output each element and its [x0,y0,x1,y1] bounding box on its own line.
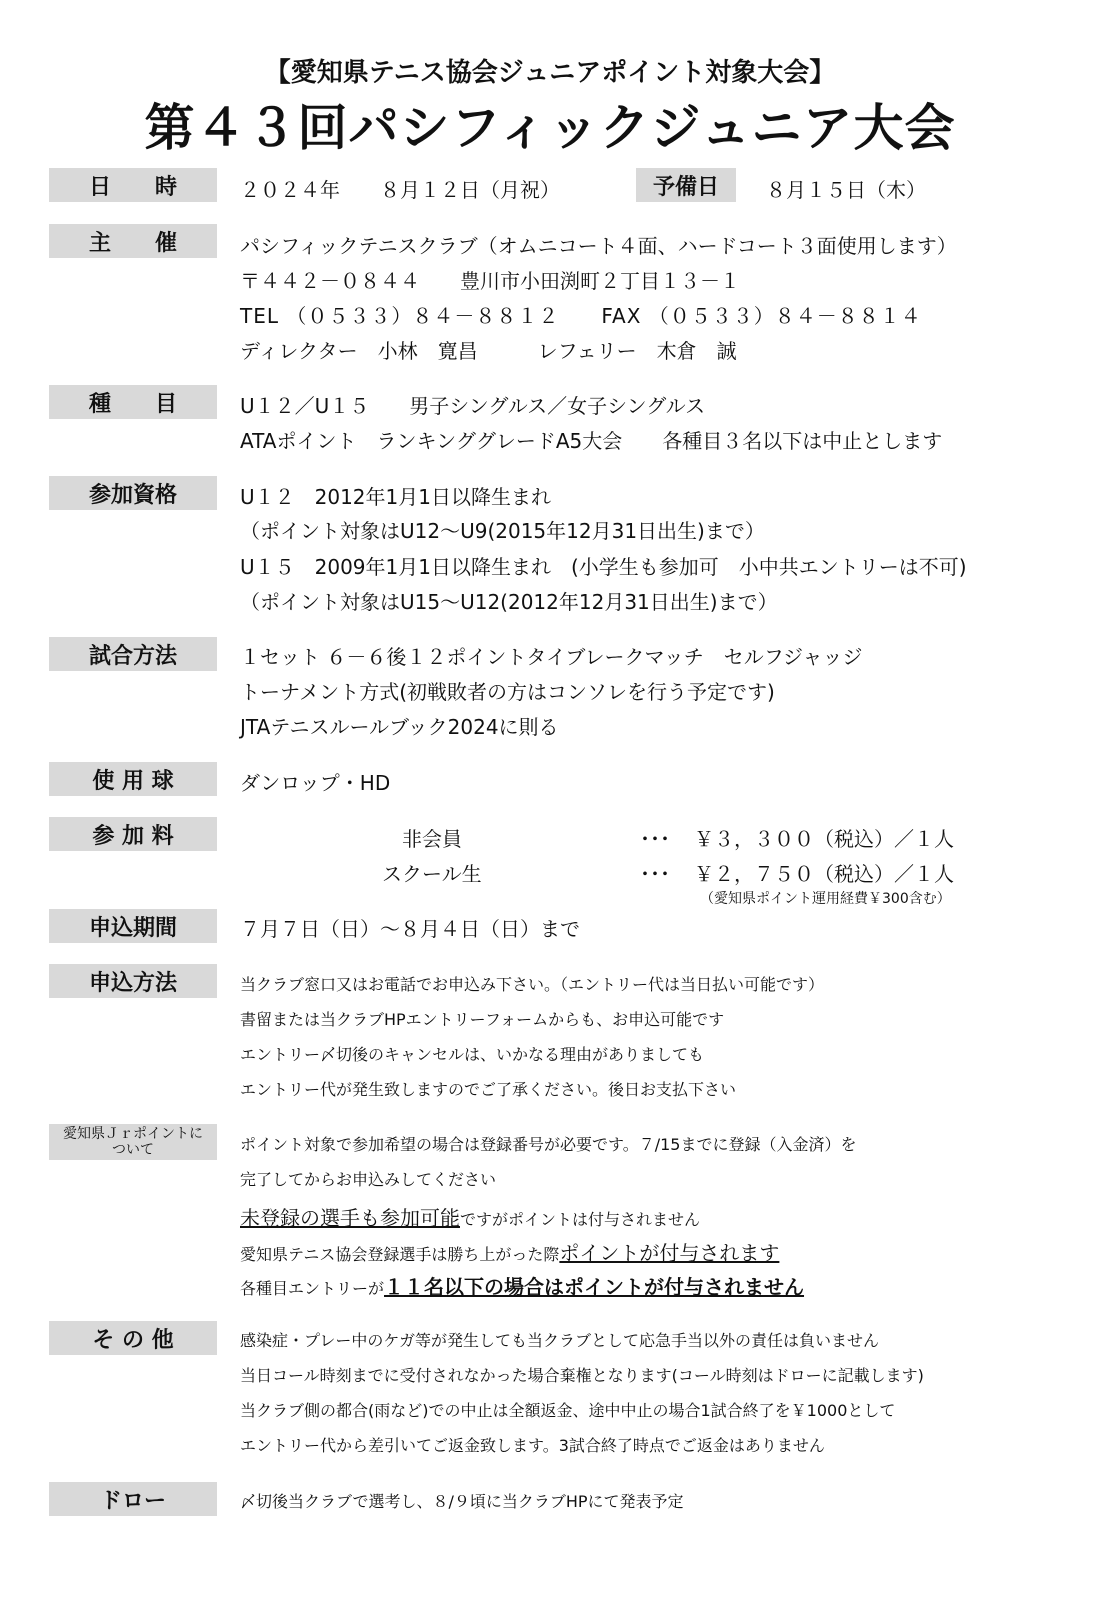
eligibility-label: 参加資格 [49,476,217,510]
tournament-subtitle: 【愛知県テニス協会ジュニアポイント対象大会】 [264,58,836,88]
ball-value: ダンロップ・HD [240,771,391,795]
fee-row-dots: ･･･ [640,862,670,886]
points-line: ポイント対象で参加希望の場合は登録番号が必要です。７/15までに登録（入金済）を [240,1135,857,1154]
other-line: 当クラブ側の都合(雨など)での中止は全額返金、途中中止の場合1試合終了を￥1000として [240,1401,896,1420]
format-line: １セット ６－６後１２ポイントタイブレークマッチ セルフジャッジ [240,645,863,669]
reserve-day-label: 予備日 [636,168,736,202]
fee-label: 参 加 料 [49,817,217,851]
events-line: ATAポイント ランキンググレードA5大会 各種目３名以下は中止とします [240,429,943,453]
host-phone: TEL （０５３３）８４－８８１２ FAX （０５３３）８４－８８１４ [240,304,922,328]
events-line: U１２／U１５ 男子シングルス／女子シングルス [240,394,706,418]
method-line: 書留または当クラブHPエントリーフォームからも、お申込可能です [240,1010,725,1029]
points-line [240,1237,779,1266]
fee-row-dots: ･･･ [640,827,670,851]
method-label: 申込方法 [49,964,217,998]
points-unregistered-note: 未登録の選手も参加可能 [240,1206,460,1230]
points-label [49,1124,217,1160]
ball-label: 使 用 球 [49,762,217,796]
method-line: 当クラブ窓口又はお電話でお申込み下さい。（エントリー代は当日払い可能です） [240,975,825,994]
points-label-line2: ついて [112,1142,154,1158]
points-not-awarded-note: １１名以下の場合はポイントが付与されません [384,1275,805,1299]
reserve-day-value: ８月１５日（木） [766,178,926,202]
method-line: エントリー〆切後のキャンセルは、いかなる理由がありましても [240,1045,705,1064]
points-line3-rest: ですがポイントは付与されません [460,1210,701,1229]
points-line5-pre: 各種目エントリーが [240,1279,385,1298]
eligibility-line: （ポイント対象はU15～U12(2012年12月31日出生)まで） [240,590,778,614]
period-label: 申込期間 [49,909,217,943]
points-line [240,1271,804,1300]
datetime-label: 日 時 [49,168,217,202]
fee-row-name: スクール生 [382,862,482,886]
fee-row-name: 非会員 [402,827,462,851]
fee-row-price: ￥２，７５０（税込）／１人 [694,862,954,886]
points-awarded-note: ポイントが付与されます [559,1241,780,1265]
host-address: 〒４４２－０８４４ 豊川市小田渕町２丁目１３－１ [240,269,740,293]
host-line: パシフィックテニスクラブ（オムニコート４面、ハードコート３面使用します） [240,234,957,258]
other-label: そ の 他 [49,1321,217,1355]
host-officials: ディレクター 小林 寛昌 レフェリー 木倉 誠 [240,339,737,363]
period-value: ７月７日（日）～８月４日（日）まで [240,917,580,941]
tournament-title: 第４３回パシフィックジュニア大会 [144,99,956,157]
points-line4-pre: 愛知県テニス協会登録選手は勝ち上がった際 [240,1245,560,1264]
method-line: エントリー代が発生致しますのでご了承ください。後日お支払下さい [240,1080,737,1099]
eligibility-line: （ポイント対象はU12～U9(2015年12月31日出生)まで） [240,519,765,543]
datetime-value: ２０２４年 ８月１２日（月祝） [240,178,560,202]
points-line: 完了してからお申込みしてください [240,1170,497,1189]
events-label: 種 目 [49,385,217,419]
format-line: トーナメント方式(初戦敗者の方はコンソレを行う予定です) [240,680,775,704]
eligibility-line: U１５ 2009年1月1日以降生まれ (小学生も参加可 小中共エントリーは不可) [240,555,967,579]
fee-note: （愛知県ポイント運用経費￥300含む） [700,891,951,907]
draw-value: 〆切後当クラブで選考し、８/９頃に当クラブHPにて発表予定 [240,1492,684,1511]
format-line: JTAテニスルールブック2024に則る [240,715,559,739]
host-label: 主 催 [49,224,217,258]
format-label: 試合方法 [49,637,217,671]
points-line [240,1202,700,1231]
other-line: 当日コール時刻までに受付されなかった場合棄権となります(コール時刻はドローに記載します) [240,1366,924,1385]
draw-label: ドロー [49,1482,217,1516]
other-line: エントリー代から差引いてご返金致します。3試合終了時点でご返金はありません [240,1436,825,1455]
fee-row-price: ￥３，３００（税込）／１人 [694,827,954,851]
eligibility-line: U１２ 2012年1月1日以降生まれ [240,485,551,509]
other-line: 感染症・プレー中のケガ等が発生しても当クラブとして応急手当以外の責任は負いません [240,1331,880,1350]
points-label-line1: 愛知県Ｊｒポイントに [63,1126,203,1142]
